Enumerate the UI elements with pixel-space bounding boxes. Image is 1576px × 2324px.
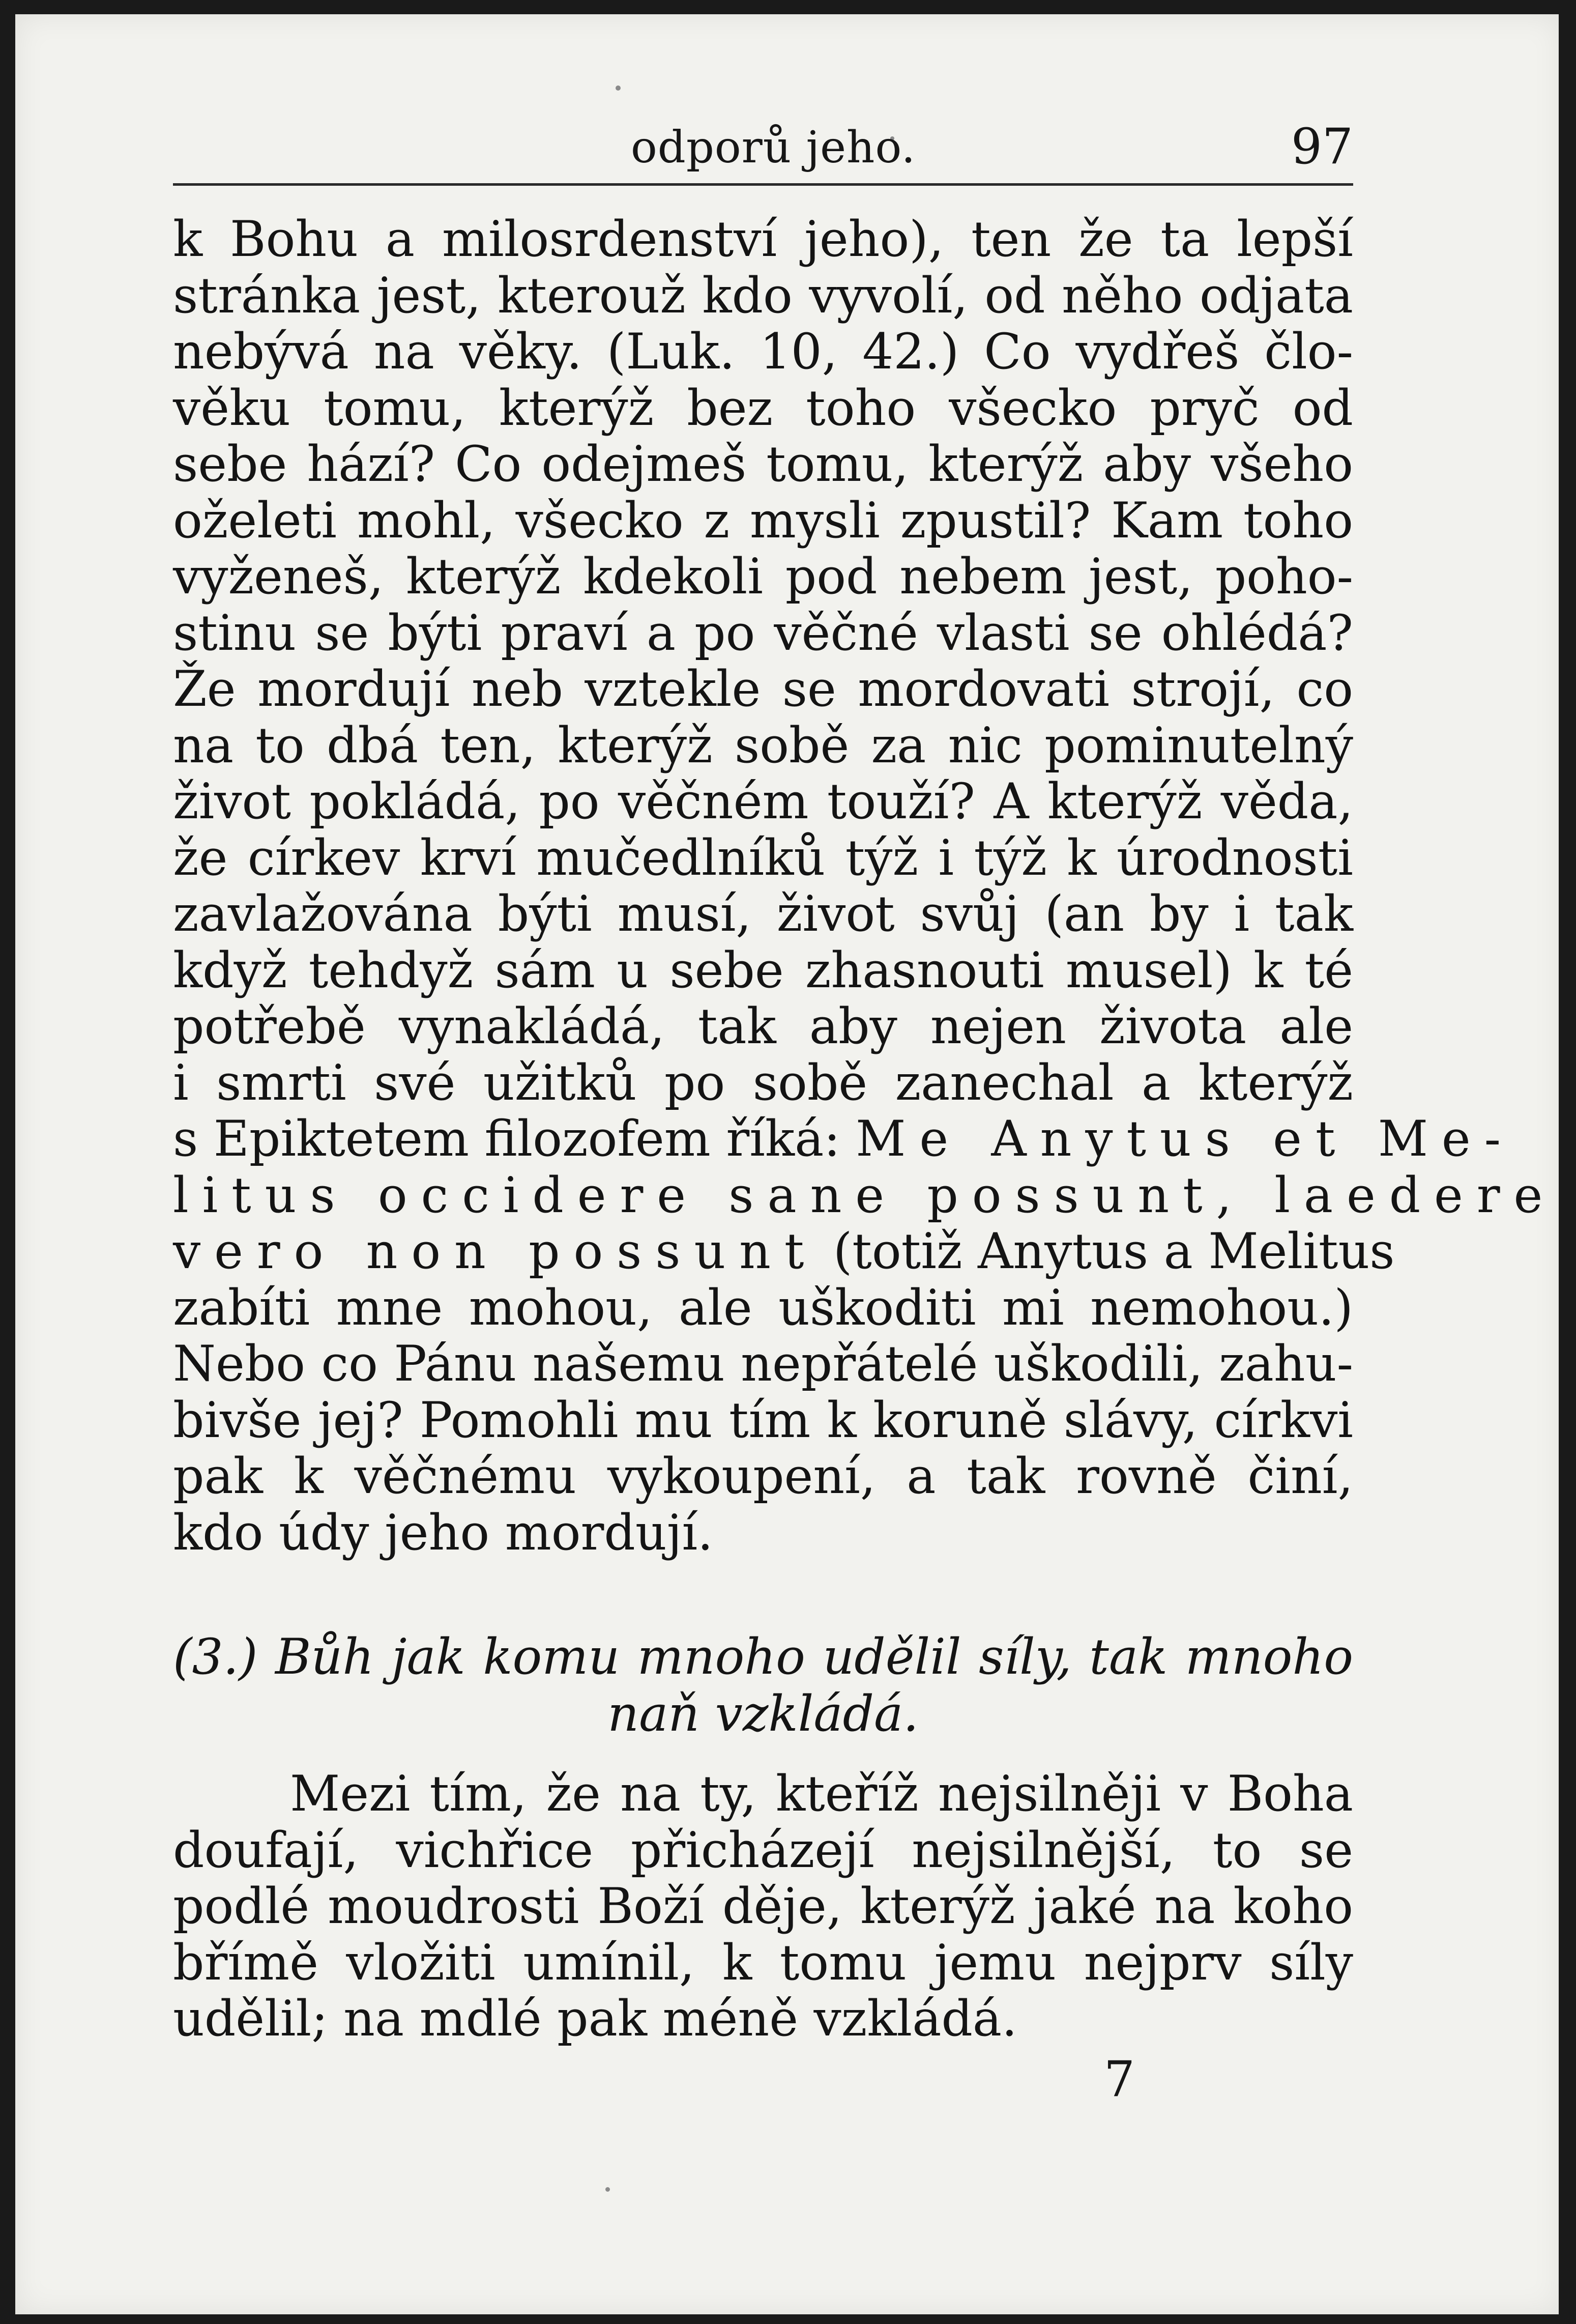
latin-quote: Me Anytus et Me-	[856, 1110, 1514, 1167]
second-paragraph	[173, 1766, 1353, 2047]
speck	[616, 85, 621, 91]
speck	[605, 2187, 610, 2192]
text-line: když tehdyž sám u sebe zhasnouti musel) k té	[173, 941, 1353, 999]
section-heading	[173, 1628, 1353, 1742]
text-line: stránka jest, kterouž kdo vyvolí, od něho odjata	[173, 267, 1353, 324]
text-line-latin-start	[173, 1110, 1514, 1167]
text-line: na to dbá ten, kterýž sobě za nic pominutelný	[173, 716, 1353, 774]
text-line: Nebo co Pánu našemu nepřátelé uškodili, zahu-	[173, 1335, 1353, 1392]
text-line: i smrti své užitků po sobě zanechal a kterýž	[173, 1054, 1353, 1111]
latin-quote: vero non possunt	[173, 1223, 818, 1280]
text-line-latin-end	[173, 1223, 1395, 1280]
text-line: Že mordují neb vztekle se mordovati strojí, co	[173, 661, 1353, 718]
page-header	[173, 107, 1353, 178]
text-line: stinu se býti praví a po věčné vlasti se ohlédá?	[173, 604, 1353, 662]
scan-edge	[1559, 0, 1576, 2324]
text-fragment: (totiž Anytus a Melitus	[833, 1223, 1395, 1280]
text-line: podlé moudrosti Boží děje, kterýž jaké na koho	[173, 1878, 1353, 1935]
text-line: zabíti mne mohou, ale uškoditi mi nemohou.)	[173, 1279, 1353, 1336]
text-fragment: s Epiktetem filozofem říká:	[173, 1110, 840, 1167]
text-line: sebe hází? Co odejmeš tomu, kterýž aby všeho	[173, 436, 1353, 493]
text-line: potřebě vynakládá, tak aby nejen života ale	[173, 998, 1353, 1055]
header-rule	[173, 183, 1353, 186]
text-line-indented: Mezi tím, že na ty, kteříž nejsilněji v Boha	[290, 1765, 1353, 1822]
text-line-last: kdo údy jeho mordují.	[173, 1504, 713, 1561]
latin-quote-line: litus occidere sane possunt, laedere	[173, 1166, 1557, 1224]
heading-line: (3.) Bůh jak komu mnoho udělil síly, tak mnoho	[173, 1628, 1353, 1685]
text-line: vyženeš, kterýž kdekoli pod nebem jest, poho-	[173, 548, 1353, 605]
text-line: pak k věčnému vykoupení, a tak rovně činí,	[173, 1448, 1353, 1505]
text-line: k Bohu a milosrdenství jeho), ten že ta lepší	[173, 211, 1353, 268]
text-line: oželeti mohl, všecko z mysli zpustil? Kam toho	[173, 492, 1353, 549]
text-line: zavlažována býti musí, život svůj (an by i tak	[173, 885, 1353, 942]
running-head: odporů jeho.	[631, 122, 916, 173]
page-number: 97	[1291, 118, 1353, 175]
text-line: nebývá na věky. (Luk. 10, 42.) Co vydřeš člo-	[173, 323, 1353, 380]
text-line: život pokládá, po věčném touží? A kterýž věda,	[173, 773, 1353, 830]
text-line: břímě vložiti umínil, k tomu jemu nejprv síly	[173, 1934, 1353, 1991]
text-line-last: udělil; na mdlé pak méně vzkládá.	[173, 1990, 1017, 2047]
text-line: doufají, vichřice přicházejí nejsilnější, to se	[173, 1821, 1353, 1879]
heading-line: naň vzkládá.	[607, 1685, 919, 1742]
text-line: bivše jej? Pomohli mu tím k koruně slávy, církvi	[173, 1391, 1353, 1449]
text-line: věku tomu, kterýž bez toho všecko pryč od	[173, 379, 1353, 437]
text-line: že církev krví mučedlníků týž i týž k úrodnosti	[173, 829, 1353, 886]
main-paragraph	[173, 211, 1557, 1561]
signature-mark: 7	[1104, 2051, 1135, 2108]
